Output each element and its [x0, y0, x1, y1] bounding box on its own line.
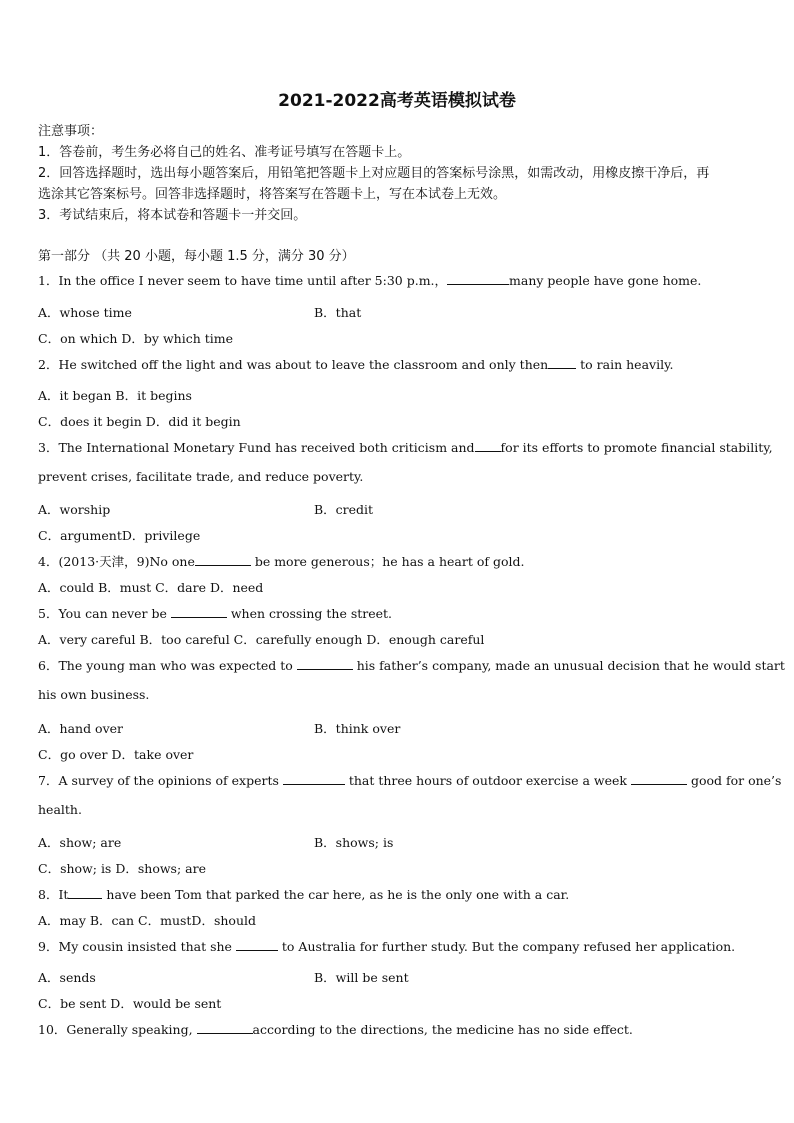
q9-blank — [236, 939, 278, 951]
q8-stem-pre: 8．It — [38, 887, 69, 902]
question-3 — [38, 438, 773, 456]
q2-option-cd: C．does it begin D．did it begin — [38, 414, 241, 429]
section-heading: 第一部分 （共 20 小题，每小题 1.5 分，满分 30 分） — [38, 249, 355, 264]
q6-option-a: A．hand over — [38, 721, 124, 736]
q9-stem-post: to Australia for further study. But the company refused her application. — [277, 939, 736, 954]
q3-stem-post: for its efforts to promote financial stability, — [500, 440, 773, 455]
q6-option-cd: C．go over D．take over — [38, 747, 194, 762]
question-7 — [38, 771, 781, 789]
q8-stem-post: have been Tom that parked the car here, as he is the only one with a car. — [102, 887, 570, 902]
question-8 — [38, 885, 569, 903]
notice-item-1: 1．答卷前，考生务必将自己的姓名、准考证号填写在答题卡上。 — [38, 145, 411, 160]
notice-item-2b: 选涂其它答案标号。回答非选择题时，将答案写在答题卡上，写在本试卷上无效。 — [38, 187, 507, 202]
q1-option-a: A．whose time — [38, 305, 132, 320]
q3-option-a: A．worship — [38, 502, 111, 517]
question-6 — [38, 656, 785, 674]
q9-stem-pre: 9．My cousin insisted that she — [38, 939, 236, 954]
q1-blank — [447, 273, 509, 285]
q7-option-cd: C．show; is D．shows; are — [38, 861, 206, 876]
q5-blank — [171, 606, 227, 618]
q1-option-b: B．that — [314, 305, 362, 320]
notice-item-3: 3．考试结束后，将本试卷和答题卡一并交回。 — [38, 208, 307, 223]
q3-stem-pre: 3．The International Monetary Fund has received both criticism and — [38, 440, 475, 455]
q8-blank — [68, 887, 102, 899]
q9-option-cd: C．be sent D．would be sent — [38, 996, 222, 1011]
q7-stem-cont: health. — [38, 802, 82, 817]
q7-option-a: A．show; are — [38, 835, 122, 850]
q3-option-cd: C．argumentD．privilege — [38, 528, 201, 543]
q10-stem-pre: 10．Generally speaking, — [38, 1022, 197, 1037]
q7-stem-mid: that three hours of outdoor exercise a week — [344, 773, 631, 788]
q6-option-b: B．think over — [314, 721, 401, 736]
q2-blank — [548, 357, 576, 369]
q9-option-b: B．will be sent — [314, 970, 409, 985]
q6-stem-post: his father’s company, made an unusual decision that he would start — [352, 658, 785, 673]
q4-stem-pre: 4．(2013·天津，9)No one — [38, 554, 195, 569]
q2-stem-pre: 2．He switched off the light and was about to leave the classroom and only then — [38, 357, 549, 372]
q3-blank — [475, 440, 501, 452]
question-9 — [38, 937, 735, 955]
question-2 — [38, 355, 673, 373]
q1-option-cd: C．on which D．by which time — [38, 331, 233, 346]
q7-stem-post: good for one’s — [686, 773, 782, 788]
q7-stem-pre: 7．A survey of the opinions of experts — [38, 773, 283, 788]
q5-options: A．very careful B．too careful C．carefully enough D．enough careful — [38, 632, 485, 647]
q7-option-b: B．shows; is — [314, 835, 394, 850]
q7-blank-1 — [283, 773, 345, 785]
q7-blank-2 — [631, 773, 687, 785]
q3-stem-cont: prevent crises, facilitate trade, and reduce poverty. — [38, 469, 364, 484]
q4-options: A．could B．must C．dare D．need — [38, 580, 264, 595]
q6-blank — [297, 658, 353, 670]
q2-option-ab: A．it began B．it begins — [38, 388, 192, 403]
q10-blank — [197, 1022, 253, 1034]
notice-item-2a: 2．回答选择题时，选出每小题答案后，用铅笔把答题卡上对应题目的答案标号涂黑，如需改动，用橡皮擦干净后，再 — [38, 166, 710, 181]
exam-title: 2021-2022高考英语模拟试卷 — [278, 91, 516, 111]
q9-option-a: A．sends — [38, 970, 96, 985]
q6-stem-cont: his own business. — [38, 687, 150, 702]
q8-options: A．may B．can C．mustD．should — [38, 913, 256, 928]
q1-stem-pre: 1．In the office I never seem to have time until after 5:30 p.m.， — [38, 273, 448, 288]
question-4 — [38, 552, 524, 570]
question-10 — [38, 1020, 633, 1038]
q5-stem-pre: 5．You can never be — [38, 606, 171, 621]
q4-stem-post: be more generous；he has a heart of gold. — [250, 554, 525, 569]
q4-blank — [195, 554, 251, 566]
question-5 — [38, 604, 392, 622]
notice-heading: 注意事项： — [38, 124, 104, 139]
q1-stem-post: many people have gone home. — [509, 273, 702, 288]
q2-stem-post: to rain heavily. — [576, 357, 674, 372]
q10-stem-post: according to the directions, the medicine has no side effect. — [252, 1022, 633, 1037]
q3-option-b: B．credit — [314, 502, 374, 517]
q6-stem-pre: 6．The young man who was expected to — [38, 658, 297, 673]
question-1 — [38, 271, 701, 289]
q5-stem-post: when crossing the street. — [226, 606, 393, 621]
